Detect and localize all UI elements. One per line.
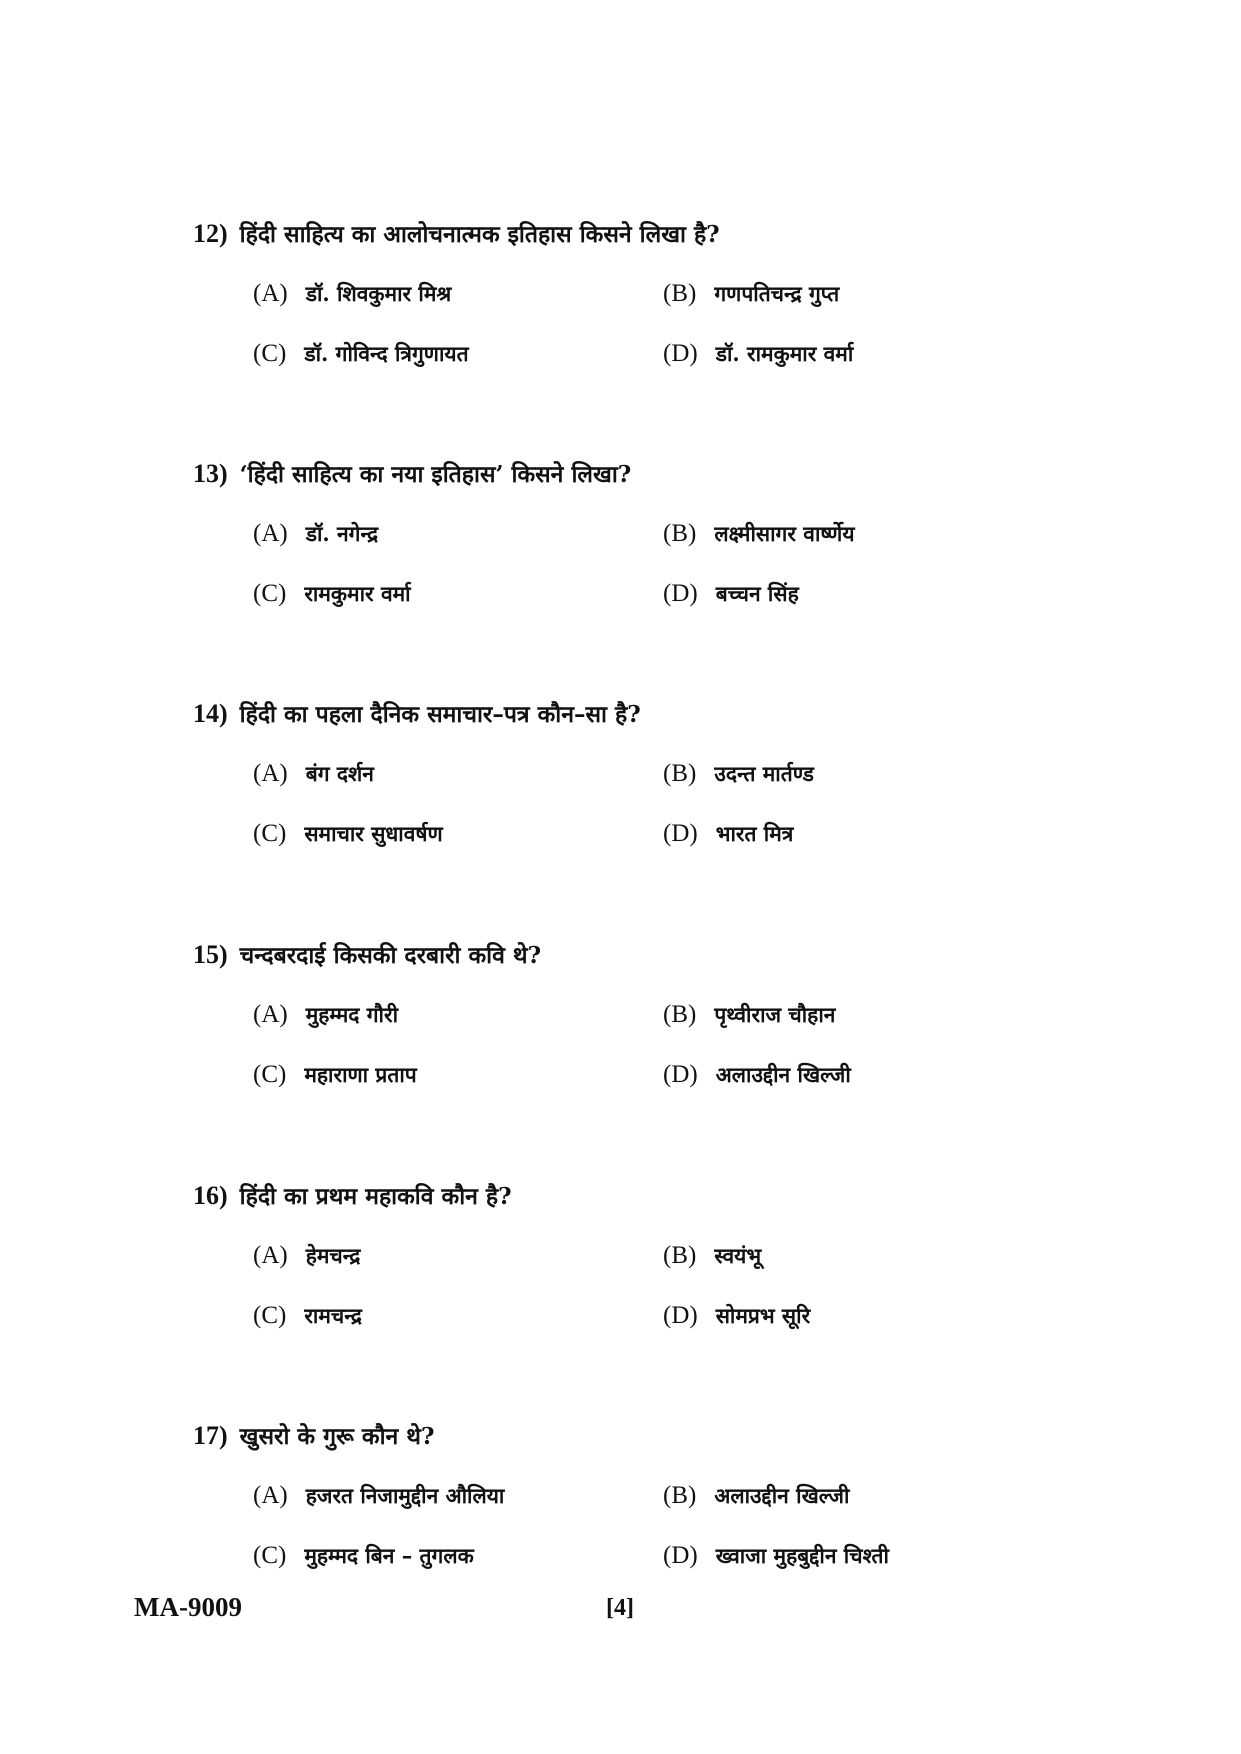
option-text: पृथ्वीराज चौहान <box>714 1002 836 1027</box>
option-text: रामचन्द्र <box>304 1303 362 1328</box>
option-label: (A) <box>253 1482 288 1509</box>
option-label: (D) <box>663 340 698 367</box>
question-15 <box>193 935 1153 1095</box>
option-text: हेमचन्द्र <box>305 1243 361 1268</box>
option-b <box>663 995 1073 1035</box>
option-label: (C) <box>253 340 287 367</box>
option-c <box>253 334 663 374</box>
option-label: (B) <box>663 760 697 787</box>
option-row <box>193 814 1153 854</box>
option-c <box>253 1055 663 1095</box>
option-text: डॉ. शिवकुमार मिश्र <box>305 281 452 306</box>
option-d <box>663 334 1073 374</box>
option-text: अलाउद्दीन खिल्जी <box>714 1483 850 1508</box>
option-row <box>193 1055 1153 1095</box>
option-b <box>663 754 1073 794</box>
option-text: स्वयंभू <box>714 1243 762 1268</box>
option-label: (C) <box>253 1542 287 1569</box>
option-a <box>253 995 663 1035</box>
question-stem <box>193 454 1153 494</box>
option-label: (B) <box>663 1001 697 1028</box>
option-row <box>193 574 1153 614</box>
question-14 <box>193 694 1153 854</box>
option-label: (A) <box>253 1242 288 1269</box>
option-label: (A) <box>253 520 288 547</box>
option-text: मुहम्मद गौरी <box>305 1002 399 1027</box>
question-text: हिंदी का पहला दैनिक समाचार–पत्र कौन–सा है? <box>239 701 641 728</box>
option-text: उदन्त मार्तण्ड <box>714 761 814 786</box>
option-a <box>253 1236 663 1276</box>
option-d <box>663 814 1073 854</box>
option-text: अलाउद्दीन खिल्जी <box>715 1062 851 1087</box>
option-text: रामकुमार वर्मा <box>304 581 411 606</box>
question-number: 17) <box>193 1421 228 1450</box>
option-b <box>663 1476 1073 1516</box>
question-17 <box>193 1416 1153 1576</box>
option-label: (B) <box>663 1242 697 1269</box>
option-text: सोमप्रभ सूरि <box>715 1303 811 1328</box>
option-c <box>253 814 663 854</box>
option-label: (A) <box>253 1001 288 1028</box>
paper-code: MA-9009 <box>134 1592 242 1622</box>
option-row <box>193 274 1153 314</box>
question-text: हिंदी साहित्य का आलोचनात्मक इतिहास किसने लिखा है? <box>239 221 720 248</box>
page-number: [4] <box>606 1595 634 1621</box>
option-row <box>193 995 1153 1035</box>
option-label: (B) <box>663 1482 697 1509</box>
option-text: डॉ. गोविन्द त्रिगुणायत <box>304 341 469 366</box>
option-b <box>663 514 1073 554</box>
option-label: (C) <box>253 820 287 847</box>
option-row <box>193 1476 1153 1516</box>
option-row <box>193 754 1153 794</box>
option-label: (D) <box>663 1542 698 1569</box>
option-label: (B) <box>663 520 697 547</box>
option-label: (A) <box>253 760 288 787</box>
option-text: डॉ. रामकुमार वर्मा <box>715 341 854 366</box>
option-b <box>663 274 1073 314</box>
option-row <box>193 1536 1153 1576</box>
question-stem <box>193 1176 1153 1216</box>
option-c <box>253 1536 663 1576</box>
option-label: (C) <box>253 1061 287 1088</box>
option-a <box>253 754 663 794</box>
question-stem <box>193 214 1153 254</box>
option-text: हजरत निजामुद्दीन औलिया <box>305 1483 505 1508</box>
option-a <box>253 274 663 314</box>
option-text: भारत मित्र <box>715 821 794 846</box>
question-16 <box>193 1176 1153 1336</box>
question-number: 12) <box>193 219 228 248</box>
question-12 <box>193 214 1153 374</box>
option-label: (D) <box>663 1302 698 1329</box>
question-stem <box>193 694 1153 734</box>
option-text: महाराणा प्रताप <box>304 1062 417 1087</box>
option-d <box>663 1536 1073 1576</box>
question-stem <box>193 935 1153 975</box>
option-row <box>193 1296 1153 1336</box>
option-row <box>193 514 1153 554</box>
option-d <box>663 1296 1073 1336</box>
option-label: (D) <box>663 1061 698 1088</box>
option-d <box>663 574 1073 614</box>
question-text: चन्दबरदाई किसकी दरबारी कवि थे? <box>239 942 542 969</box>
question-number: 13) <box>193 459 228 488</box>
option-a <box>253 1476 663 1516</box>
option-label: (A) <box>253 280 288 307</box>
option-text: गणपतिचन्द्र गुप्त <box>714 281 840 306</box>
option-a <box>253 514 663 554</box>
question-text: खुसरो के गुरू कौन थे? <box>239 1423 435 1450</box>
option-c <box>253 574 663 614</box>
question-number: 16) <box>193 1181 228 1210</box>
question-number: 14) <box>193 699 228 728</box>
option-text: डॉ. नगेन्द्र <box>305 521 379 546</box>
question-number: 15) <box>193 940 228 969</box>
option-label: (D) <box>663 580 698 607</box>
option-text: बंग दर्शन <box>305 761 374 786</box>
question-text: हिंदी का प्रथम महाकवि कौन है? <box>239 1183 512 1210</box>
option-text: लक्ष्मीसागर वार्ष्णेय <box>714 521 855 546</box>
option-row <box>193 1236 1153 1276</box>
option-text: बच्चन सिंह <box>715 581 799 606</box>
option-label: (C) <box>253 1302 287 1329</box>
option-label: (C) <box>253 580 287 607</box>
option-label: (B) <box>663 280 697 307</box>
option-text: ख्वाजा मुहबुद्दीन चिश्ती <box>715 1543 889 1568</box>
option-label: (D) <box>663 820 698 847</box>
option-d <box>663 1055 1073 1095</box>
option-row <box>193 334 1153 374</box>
option-text: समाचार सुधावर्षण <box>304 821 443 846</box>
question-13 <box>193 454 1153 614</box>
option-b <box>663 1236 1073 1276</box>
question-text: ‘हिंदी साहित्य का नया इतिहास’ किसने लिखा? <box>239 461 632 488</box>
option-c <box>253 1296 663 1336</box>
question-stem <box>193 1416 1153 1456</box>
option-text: मुहम्मद बिन – तुगलक <box>304 1543 474 1568</box>
